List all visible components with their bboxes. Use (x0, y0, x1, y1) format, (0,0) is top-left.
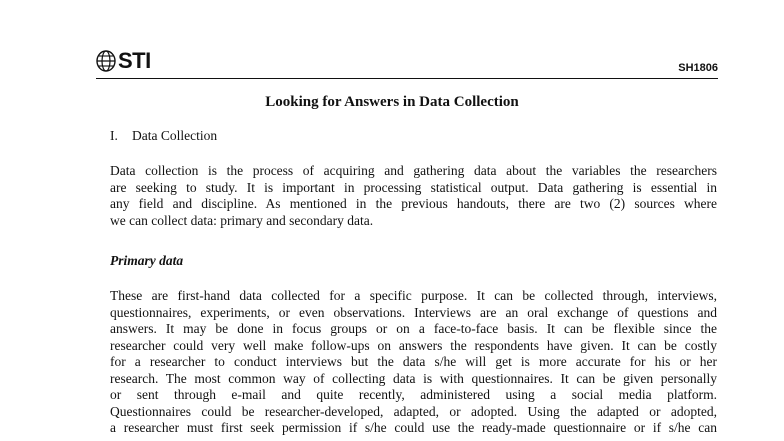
paragraph-line: Data collection is the process of acquiring and gathering data about the variables the researchers (110, 163, 717, 178)
paragraph-line: research. The most common way of collecting data is with questionnaires. It can be given personally (110, 370, 717, 386)
paragraph-line: researcher could very well make follow-ups on answers the respondents have given. It can be costly (110, 337, 717, 353)
paragraph-line: answers. It may be done in focus groups or on a face-to-face basis. It can be flexible since the (110, 321, 717, 336)
logo-text: STI (118, 48, 151, 73)
page-title: Looking for Answers in Data Collection (265, 94, 519, 110)
paragraph-line: we can collect data: primary and secondary data. (110, 212, 374, 228)
document-code: SH1806 (678, 62, 718, 74)
paragraph-line: are seeking to study. It is important in processing statistical output. Data gathering is essential in (110, 179, 717, 195)
intro-paragraph (110, 163, 717, 229)
section-number: I. (110, 128, 118, 143)
paragraph-line: any field and discipline. As mentioned in the previous handouts, there are two (2) sources where (110, 196, 717, 211)
primary-data-paragraph (110, 288, 717, 437)
sti-logo (96, 48, 151, 74)
paragraph-line: a researcher must first seek permission if s/he could use the ready-made questionnaire or if s/he can (110, 420, 717, 435)
paragraph-line: questionnaires, experiments, or even observations. Interviews are an oral exchange of questions and (110, 304, 717, 320)
header-divider (96, 78, 718, 79)
primary-data-heading: Primary data (110, 253, 184, 268)
paragraph-line: or sent through e-mail and quite recently, administered using a social media platform. (110, 387, 717, 402)
section-title: Data Collection (132, 128, 218, 143)
paragraph-line: for a researcher to conduct interviews but the data s/he will get is more accurate for his or her (110, 354, 717, 369)
paragraph-line: Questionnaires could be researcher-developed, adapted, or adopted. Using the adapted or adopted, (110, 403, 717, 419)
globe-icon (96, 50, 116, 72)
section-heading (110, 128, 217, 144)
paragraph-line: These are first-hand data collected for a specific purpose. It can be collected through, interviews, (110, 288, 717, 303)
